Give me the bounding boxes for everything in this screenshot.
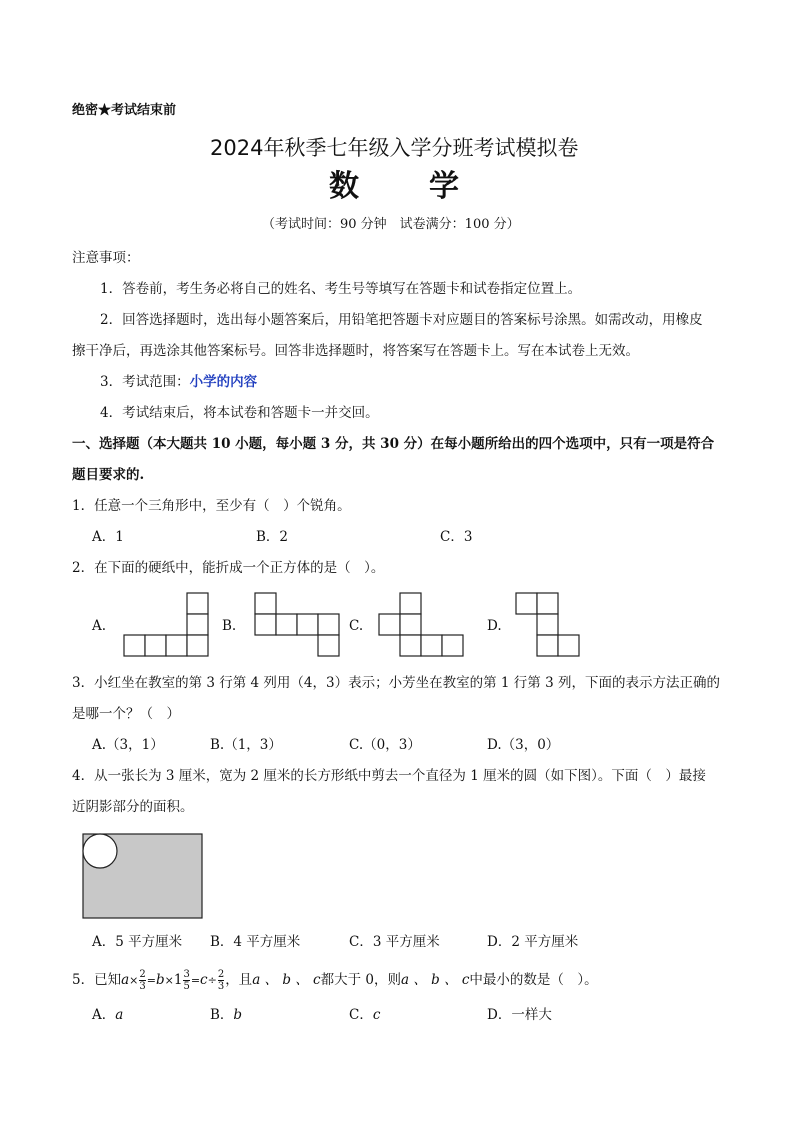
q5-var-a: a — [121, 972, 130, 988]
secret-label: 绝密★考试结束前 — [72, 103, 177, 118]
q5-mid: ，且 — [225, 972, 253, 988]
q5-option-a — [92, 1006, 123, 1024]
notice-heading: 注意事项： — [72, 250, 140, 266]
q3-option-b: B.（1，3） — [210, 737, 282, 753]
q5-frac-num: 2 — [139, 969, 146, 980]
q5-var-c: c — [200, 972, 208, 988]
q1-stem: 1．任意一个三角形中，至少有（ ）个锐角。 — [72, 498, 351, 514]
q4-option-a: A．5 平方厘米 — [92, 934, 183, 950]
q3-stem: 3．小红坐在教室的第 3 行第 4 列用（4，3）表示；小芳坐在教室的第 1 行第 3 列，下面的表示方法正确的 — [72, 675, 720, 691]
q5-mixed-whole: 1 — [173, 972, 183, 988]
q5-frac-den-b: 3 — [217, 981, 225, 992]
q5-fraction-2-3-b — [218, 969, 224, 992]
q5-option-c — [349, 1006, 380, 1024]
q5-suffix-2: 中最小的数是（ ）。 — [469, 972, 598, 988]
q4-stem-cont: 近阴影部分的面积。 — [72, 799, 194, 815]
q5-eq-1: = — [146, 974, 156, 987]
q2-option-d: D. — [487, 618, 502, 634]
q5-option-b-value: b — [233, 1007, 243, 1023]
exam-title: 2024年秋季七年级入学分班考试模拟卷 — [210, 136, 579, 160]
q3-option-c: C.（0，3） — [349, 737, 421, 753]
q5-eq-2: = — [190, 974, 201, 987]
q5-fraction-3-5 — [183, 969, 189, 992]
q5-mixed-num: 3 — [183, 969, 190, 980]
q2-net-b — [254, 592, 340, 658]
subject-char-1: 数 — [329, 169, 359, 204]
q5-abc-list: a 、 b 、 c — [252, 972, 321, 988]
q3-option-a: A.（3，1） — [92, 737, 164, 753]
q1-option-b: B．2 — [256, 529, 289, 545]
q4-option-c: C．3 平方厘米 — [349, 934, 440, 950]
notice-item-2-cont: 擦干净后，再选涂其他答案标号。回答非选择题时，将答案写在答题卡上。写在本试卷上无效。 — [72, 343, 639, 359]
q3-stem-cont: 是哪一个？（ ） — [72, 706, 180, 722]
q5-var-b: b — [155, 972, 165, 988]
notice-item-3 — [100, 373, 257, 391]
notice-item-4: 4．考试结束后，将本试卷和答题卡一并交回。 — [100, 405, 379, 421]
q3-option-d: D.（3，0） — [487, 737, 560, 753]
q5-option-d: D．一样大 — [487, 1007, 552, 1023]
section-heading-cont: 题目要求的. — [72, 467, 145, 483]
q5-mixed-den: 5 — [183, 981, 190, 992]
q5-option-c-value: c — [372, 1007, 381, 1023]
q5-fraction-2-3 — [139, 969, 145, 992]
q5-frac-den: 3 — [139, 981, 146, 992]
q5-option-b-label: B． — [210, 1007, 234, 1023]
q4-option-d: D．2 平方厘米 — [487, 934, 579, 950]
exam-time-info: （考试时间：90 分钟 试卷满分：100 分） — [262, 217, 520, 232]
q2-option-b: B. — [222, 618, 237, 634]
q4-option-b: B．4 平方厘米 — [210, 934, 301, 950]
q5-option-c-label: C． — [349, 1007, 373, 1023]
q5-option-b — [210, 1006, 242, 1024]
q1-option-c: C．3 — [440, 529, 473, 545]
q5-option-a-label: A． — [92, 1007, 116, 1023]
q5-times-2: × — [164, 974, 174, 987]
q5-option-a-value: a — [115, 1007, 124, 1023]
subject-char-2: 学 — [429, 169, 459, 204]
q2-option-a: A. — [92, 618, 107, 634]
exam-scope: 小学的内容 — [189, 374, 258, 390]
q2-option-c: C. — [349, 618, 364, 634]
q5-abc-list-2: a 、 b 、 c — [401, 972, 470, 988]
notice-item-2: 2．回答选择题时，选出每小题答案后，用铅笔把答题卡对应题目的答案标号涂黑。如需改动，用橡皮 — [100, 312, 703, 328]
q5-times: × — [129, 974, 139, 987]
q5-divide: ÷ — [207, 974, 217, 987]
q2-net-d — [515, 592, 581, 658]
q5-prefix: 5．已知 — [72, 972, 122, 988]
q4-shaded-rectangle-figure — [82, 833, 204, 919]
q2-net-c — [378, 592, 464, 658]
q2-net-a — [123, 592, 209, 658]
q4-stem: 4．从一张长为 3 厘米，宽为 2 厘米的长方形纸中剪去一个直径为 1 厘米的圆（如下图）。下面（ ）最接 — [72, 768, 706, 784]
q5-stem — [72, 968, 598, 992]
section-heading: 一、选择题（本大题共 10 小题，每小题 3 分，共 30 分）在每小题所给出的四个选项中，只有一项是符合 — [72, 436, 715, 452]
q5-suffix-1: 都大于 0，则 — [320, 972, 401, 988]
notice-item-3-prefix: 3．考试范围： — [100, 374, 190, 390]
notice-item-1: 1．答卷前，考生务必将自己的姓名、考生号等填写在答题卡和试卷指定位置上。 — [100, 281, 582, 297]
q2-stem: 2．在下面的硬纸中，能折成一个正方体的是（ ）。 — [72, 560, 385, 576]
q1-option-a: A．1 — [92, 529, 124, 545]
q5-frac-num-b: 2 — [217, 969, 225, 980]
